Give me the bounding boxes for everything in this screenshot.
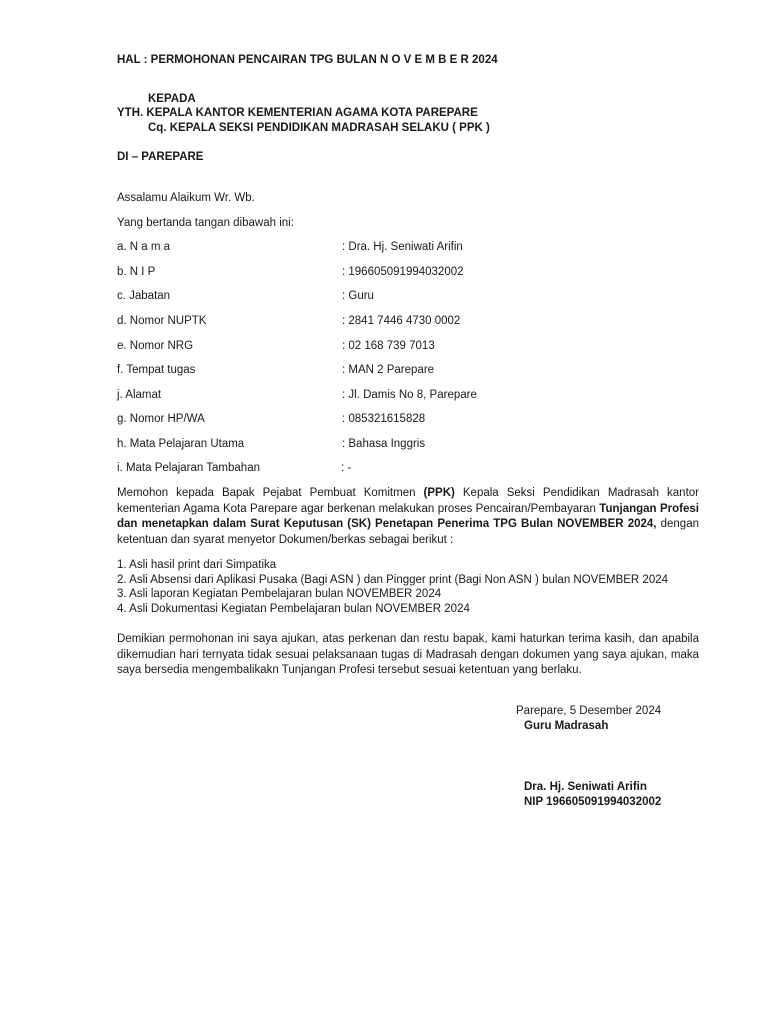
field-label: i. Mata Pelajaran Tambahan (117, 462, 260, 474)
recipient-place: DI – PAREPARE (117, 151, 204, 163)
list-item: 1. Asli hasil print dari Simpatika (117, 559, 277, 571)
recipient-line2: Cq. KEPALA SEKSI PENDIDIKAN MADRASAH SELAKU ( PPK ) (148, 122, 490, 134)
field-label: a. N a m a (117, 241, 171, 253)
field-label: j. Alamat (117, 389, 162, 401)
requirements-list (117, 558, 668, 616)
field-label: d. Nomor NUPTK (117, 315, 207, 327)
field-value: : 2841 7446 4730 0002 (342, 315, 461, 327)
request-paragraph (117, 486, 699, 548)
field-value: : Dra. Hj. Seniwati Arifin (342, 241, 463, 253)
signature-name: Dra. Hj. Seniwati Arifin (524, 781, 647, 793)
signature-place-date: Parepare, 5 Desember 2024 (516, 705, 662, 717)
list-item: 2. Asli Absensi dari Aplikasi Pusaka (Bagi ASN ) dan Pingger print (Bagi Non ASN ) bulan NOVEMBER 2024 (117, 573, 669, 586)
list-item: 4. Asli Dokumentasi Kegiatan Pembelajaran bulan NOVEMBER 2024 (117, 602, 470, 615)
field-label: h. Mata Pelajaran Utama (117, 438, 245, 450)
field-label: e. Nomor NRG (117, 340, 194, 352)
signature-nip: NIP 196605091994032002 (524, 796, 662, 808)
field-label: c. Jabatan (117, 290, 171, 302)
field-label: f. Tempat tugas (117, 364, 196, 376)
field-value: : MAN 2 Parepare (342, 364, 435, 376)
request-bold-text: Tunjangan Profesi dan menetapkan dalam Surat Keputusan (SK) Penetapan Penerima TPG Bulan NOVEMBER 2024, (117, 502, 700, 530)
request-text: Memohon kepada Bapak Pejabat Pembuat Komitmen (117, 487, 424, 499)
field-value: : Guru (342, 290, 374, 302)
list-item: 3. Asli laporan Kegiatan Pembelajaran bulan NOVEMBER 2024 (117, 588, 442, 600)
recipient-line1: YTH. KEPALA KANTOR KEMENTERIAN AGAMA KOTA PAREPARE (117, 107, 478, 119)
field-label: g. Nomor HP/WA (117, 413, 205, 425)
subject-line: HAL : PERMOHONAN PENCAIRAN TPG BULAN N O V E M B E R 2024 (117, 54, 498, 66)
field-value: : 196605091994032002 (342, 266, 464, 278)
field-value: : Bahasa Inggris (342, 438, 426, 450)
signature-role: Guru Madrasah (524, 720, 609, 732)
field-value: : Jl. Damis No 8, Parepare (342, 389, 477, 401)
recipient-kepada: KEPADA (148, 93, 196, 105)
closing-paragraph: Demikian permohonan ini saya ajukan, atas perkenan dan restu bapak, kami haturkan terima kasih, dan apabila dikemudian hari ternyata tidak sesuai pelaksanaan tugas di Madrasah dengan dokumen yang saya ajukan, maka saya bersedia mengembalikakn Tunjangan Profesi tersebut sesuai ketentuan yang berlaku. (117, 633, 699, 676)
request-ppk: (PPK) (423, 487, 455, 499)
request-text-2: Kepala Seksi Pendidikan Madrasah kantor kementerian Agama Kota Parepare agar berkenan melakukan proses Pencairan/Pembayaran (117, 487, 699, 515)
field-label: b. N I P (117, 266, 156, 278)
intro-text: Yang bertanda tangan dibawah ini: (117, 217, 294, 229)
field-value: : 085321615828 (342, 413, 426, 425)
request-text-3: dengan ketentuan dan syarat menyetor Dokumen/berkas sebagai berikut : (117, 518, 699, 546)
greeting: Assalamu Alaikum Wr. Wb. (117, 192, 255, 204)
field-value: : 02 168 739 7013 (342, 340, 435, 352)
field-value: : - (341, 462, 352, 474)
